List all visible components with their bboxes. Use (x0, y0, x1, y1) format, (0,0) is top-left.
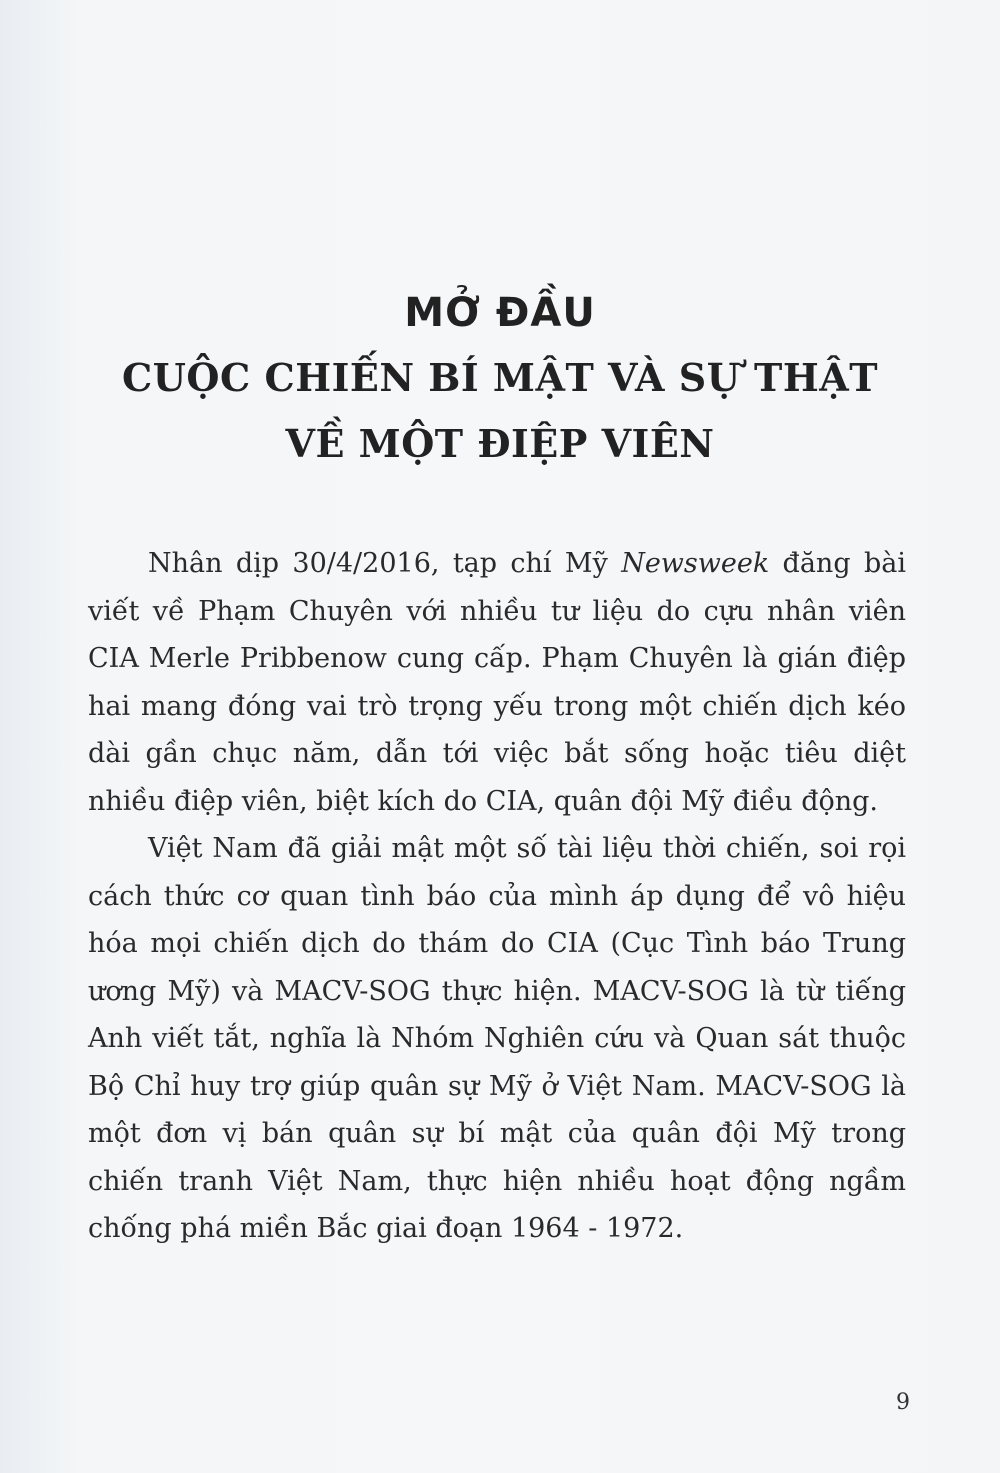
chapter-title-line-1: CUỘC CHIẾN BÍ MẬT VÀ SỰ THẬT (122, 355, 878, 400)
paragraph-1-text-end: đăng bài viết về Phạm Chuyên với nhiều tư liệu do cựu nhân viên CIA Merle Pribbenow cung cấp. Phạm Chuyên là gián điệp hai mang đóng vai trò trọng yếu trong một chiến dịch kéo dài gần chục năm, dẫn tới việc bắt sống hoặc tiêu diệt nhiều điệp viên, biệt kích do CIA, quân đội Mỹ điều động. (88, 548, 906, 817)
paragraph-1-text-start: Nhân dịp 30/4/2016, tạp chí Mỹ (148, 548, 622, 579)
paragraph-2: Việt Nam đã giải mật một số tài liệu thời chiến, soi rọi cách thức cơ quan tình báo của mình áp dụng để vô hiệu hóa mọi chiến dịch do thám do CIA (Cục Tình báo Trung ương Mỹ) và MACV-SOG thực hiện. MACV-SOG là từ tiếng Anh viết tắt, nghĩa là Nhóm Nghiên cứu và Quan sát thuộc Bộ Chỉ huy trợ giúp quân sự Mỹ ở Việt Nam. MACV-SOG là một đơn vị bán quân sự bí mật của quân đội Mỹ trong chiến tranh Việt Nam, thực hiện nhiều hoạt động ngầm chống phá miền Bắc giai đoạn 1964 - 1972. (88, 833, 906, 1244)
page-number: 9 (896, 1390, 910, 1415)
chapter-label: MỞ ĐẦU (404, 290, 596, 336)
paragraph-1 (88, 540, 906, 825)
chapter-title-line-2: VỀ MỘT ĐIỆP VIÊN (285, 421, 715, 466)
chapter-header (80, 282, 920, 476)
paragraph-1-italic-title: Newsweek (621, 548, 770, 579)
body-text (88, 540, 906, 1253)
